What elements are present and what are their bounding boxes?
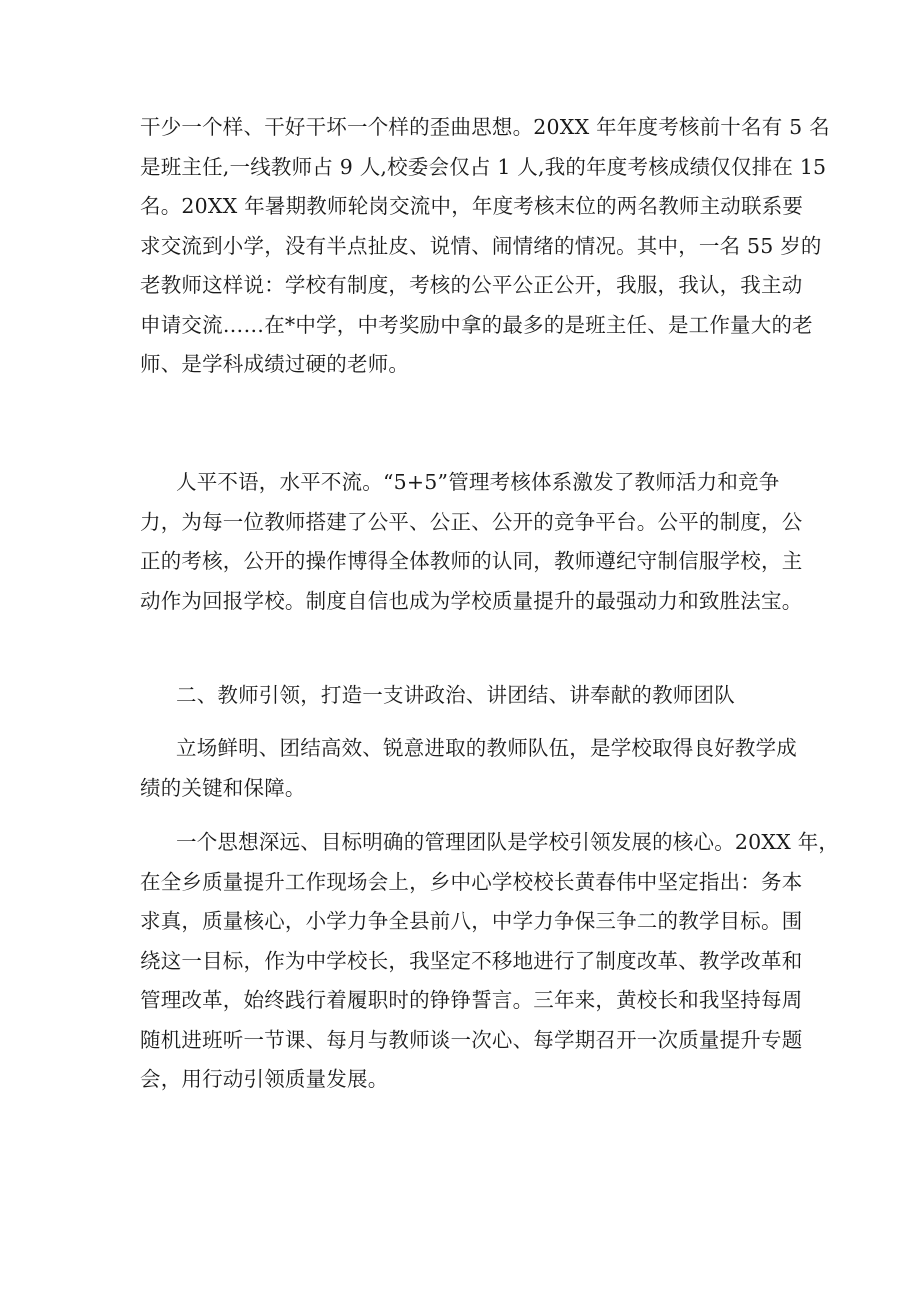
text-line: 求真，质量核心，小学力争全县前八，中学力争保三争二的教学目标。围	[140, 909, 803, 933]
section-heading	[140, 676, 780, 716]
text-line: 老教师这样说：学校有制度，考核的公平公正公开，我服，我认，我主动	[140, 273, 803, 297]
text-line: 立场鲜明、团结高效、锐意进取的教师队伍，是学校取得良好教学成	[176, 736, 797, 760]
text-line: 绩的关键和保障。	[140, 775, 306, 800]
text-line: 管理改革，始终践行着履职时的铮铮誓言。三年来，黄校长和我坚持每周	[140, 988, 803, 1012]
text-line: 正的考核，公开的操作博得全体教师的认同，教师遵纪守制信服学校，主	[140, 549, 803, 573]
text-line: 会，用行动引领质量发展。	[140, 1067, 389, 1091]
text-line: 申请交流……在*中学，中考奖励中拿的最多的是班主任、是工作量大的老	[140, 312, 813, 337]
text-line: 随机进班听一节课、每月与教师谈一次心、每学期召开一次质量提升专题	[140, 1027, 803, 1052]
text-line: 人平不语，水平不流。“5+5”管理考核体系激发了教师活力和竞争	[176, 470, 780, 494]
paragraph-assessment-results	[140, 108, 830, 385]
text-line: 求交流到小学，没有半点扯皮、说情、闹情绪的情况。其中，一名 55 岁的	[140, 233, 822, 258]
text-line: 力，为每一位教师搭建了公平、公正、公开的竞争平台。公平的制度，公	[140, 509, 803, 534]
text-line: 名。20XX 年暑期教师轮岗交流中，年度考核末位的两名教师主动联系要	[140, 194, 804, 218]
text-line: 一个思想深远、目标明确的管理团队是学校引领发展的核心。20XX 年，	[176, 830, 840, 854]
text-line: 是班主任,一线教师占 9 人,校委会仅占 1 人,我的年度考核成绩仅仅排在 15	[140, 154, 827, 179]
text-line: 在全乡质量提升工作现场会上，乡中心学校校长黄春伟中坚定指出：务本	[140, 869, 803, 894]
text-line: 师、是学科成绩过硬的老师。	[140, 352, 410, 376]
paragraph-assessment-system	[140, 463, 803, 621]
text-line: 二、教师引领，打造一支讲政治、讲团结、讲奉献的教师团队	[176, 683, 735, 707]
text-line: 动作为回报学校。制度自信也成为学校质量提升的最强动力和致胜法宝。	[140, 588, 803, 613]
text-line: 干少一个样、干好干坏一个样的歪曲思想。20XX 年年度考核前十名有 5 名	[140, 115, 830, 139]
paragraph-teacher-team	[140, 729, 797, 808]
paragraph-management-team	[140, 823, 840, 1100]
text-line: 绕这一目标，作为中学校长，我坚定不移地进行了制度改革、教学改革和	[140, 948, 803, 973]
